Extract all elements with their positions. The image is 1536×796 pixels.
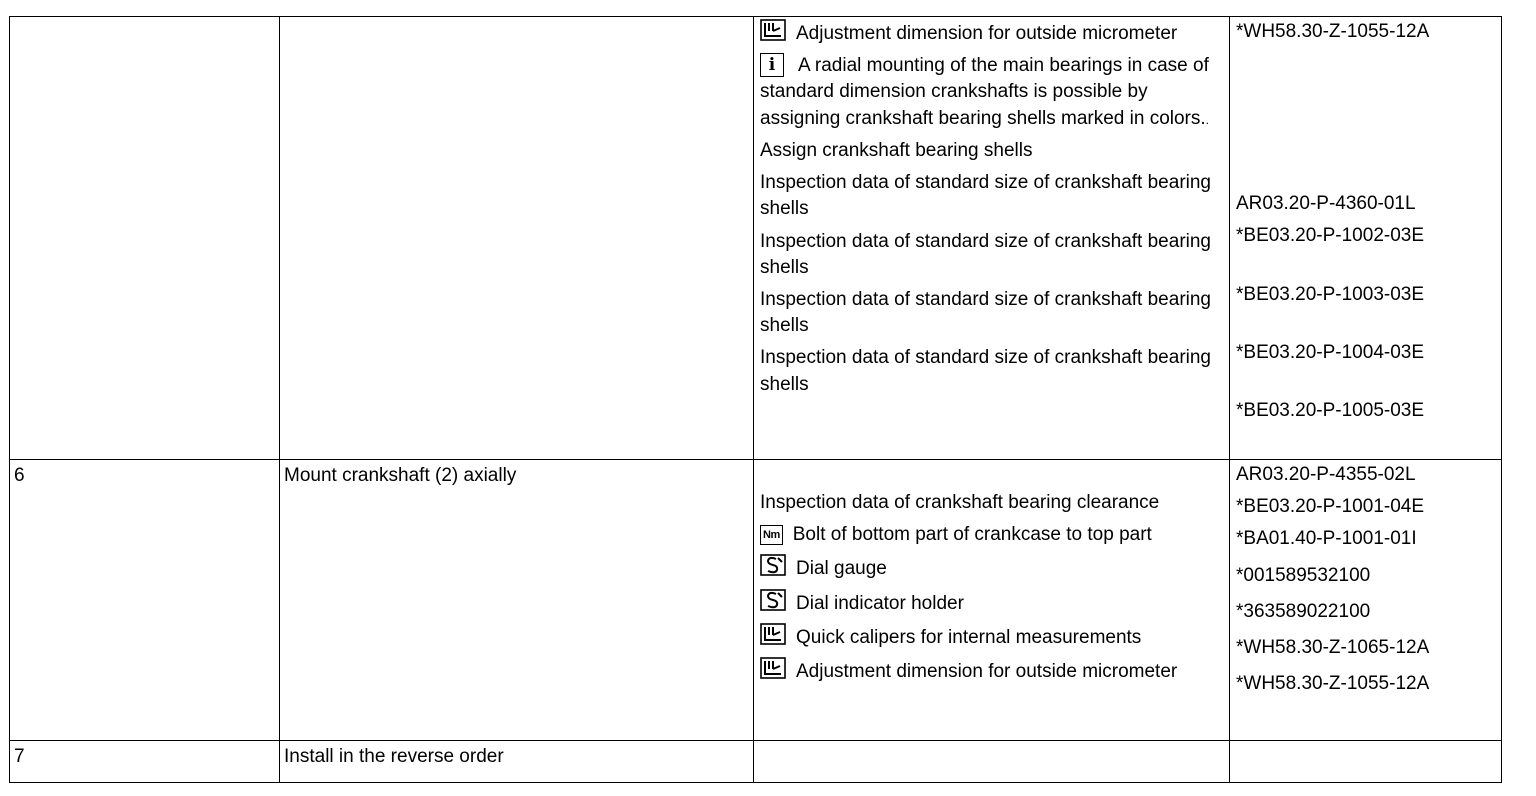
document-ref[interactable]: AR03.20-P-4360-01L: [1236, 193, 1416, 215]
list-item: [760, 229, 1225, 281]
assign-shells-link[interactable]: Assign crankshaft bearing shells: [760, 139, 1033, 161]
bolt-torque-link[interactable]: Bolt of bottom part of crankcase to top part: [792, 524, 1152, 546]
table-row: [10, 17, 1502, 460]
adjustment-dimension-link[interactable]: Adjustment dimension for outside micrometer: [796, 661, 1178, 683]
document-ref[interactable]: *WH58.30-Z-1055-12A: [1236, 21, 1430, 42]
step-number-cell: [10, 17, 280, 460]
document-ref[interactable]: *363589022100: [1236, 600, 1371, 622]
list-item: [760, 554, 1225, 582]
inspection-data-link[interactable]: Inspection data of standard size of crankshaft bearing shells: [760, 172, 1211, 220]
document-ref[interactable]: *WH58.30-Z-1065-12A: [1236, 637, 1430, 659]
list-item: [760, 522, 1225, 548]
procedure-table: [9, 16, 1502, 783]
document-refs-cell: [1230, 460, 1502, 741]
step-description-cell: [280, 17, 754, 460]
step-description-cell: Install in the reverse order: [280, 741, 754, 783]
inspection-data-link[interactable]: Inspection data of standard size of crankshaft bearing shells: [760, 288, 1211, 337]
dial-gauge-link[interactable]: Dial gauge: [796, 558, 887, 580]
list-item: [760, 490, 1225, 516]
list-item: [760, 138, 1225, 164]
torque-nm-icon: Nm: [760, 525, 783, 545]
note-item: [760, 53, 1225, 132]
step-number-cell: 6: [10, 460, 280, 741]
document-ref[interactable]: *BE03.20-P-1003-03E: [1236, 283, 1425, 305]
table-row: [10, 741, 1502, 783]
dial-indicator-holder-link[interactable]: Dial indicator holder: [796, 592, 964, 614]
special-tool-icon: [760, 554, 786, 576]
document-ref[interactable]: *WH58.30-Z-1055-12A: [1236, 673, 1430, 695]
list-item: [760, 623, 1225, 651]
micrometer-tool-icon: [760, 19, 786, 41]
step-description-cell: Mount crankshaft (2) axially: [280, 460, 754, 741]
list-item: [760, 657, 1225, 685]
list-item: [760, 589, 1225, 617]
list-item: [760, 345, 1225, 397]
document-ref[interactable]: *BE03.20-P-1001-04E: [1236, 496, 1425, 518]
document-ref[interactable]: *BA01.40-P-1001-01I: [1236, 528, 1417, 550]
step-number-cell: 7: [10, 741, 280, 783]
list-item: [760, 287, 1225, 339]
special-tool-icon: [760, 589, 786, 611]
list-item: [760, 170, 1225, 222]
note-tail: .: [1205, 112, 1210, 127]
inspection-data-link[interactable]: Inspection data of standard size of crankshaft bearing shells: [760, 347, 1211, 395]
table-row: [10, 460, 1502, 741]
document-ref[interactable]: *BE03.20-P-1002-03E: [1236, 225, 1425, 247]
document-ref[interactable]: AR03.20-P-4355-02L: [1236, 464, 1416, 485]
document-ref[interactable]: *BE03.20-P-1004-03E: [1236, 341, 1425, 363]
references-cell: [754, 17, 1230, 460]
document-ref[interactable]: *BE03.20-P-1005-03E: [1236, 400, 1425, 422]
list-item: [760, 19, 1225, 47]
adjustment-dimension-link[interactable]: Adjustment dimension for outside micrometer: [796, 23, 1178, 44]
references-cell: [754, 741, 1230, 783]
document-ref[interactable]: *001589532100: [1236, 564, 1371, 586]
note-text: A radial mounting of the main bearings in case of standard dimension crankshafts is possible by assigning crankshaft bearing shells marked in colors.: [760, 55, 1209, 129]
bearing-clearance-link[interactable]: Inspection data of crankshaft bearing clearance: [760, 492, 1160, 513]
references-cell: [754, 460, 1230, 741]
quick-calipers-link[interactable]: Quick calipers for internal measurements: [796, 626, 1142, 648]
micrometer-tool-icon: [760, 623, 786, 645]
info-icon: i: [760, 53, 784, 77]
micrometer-tool-icon: [760, 657, 786, 679]
inspection-data-link[interactable]: Inspection data of standard size of crankshaft bearing shells: [760, 230, 1211, 278]
document-refs-cell: [1230, 741, 1502, 783]
document-refs-cell: [1230, 17, 1502, 460]
